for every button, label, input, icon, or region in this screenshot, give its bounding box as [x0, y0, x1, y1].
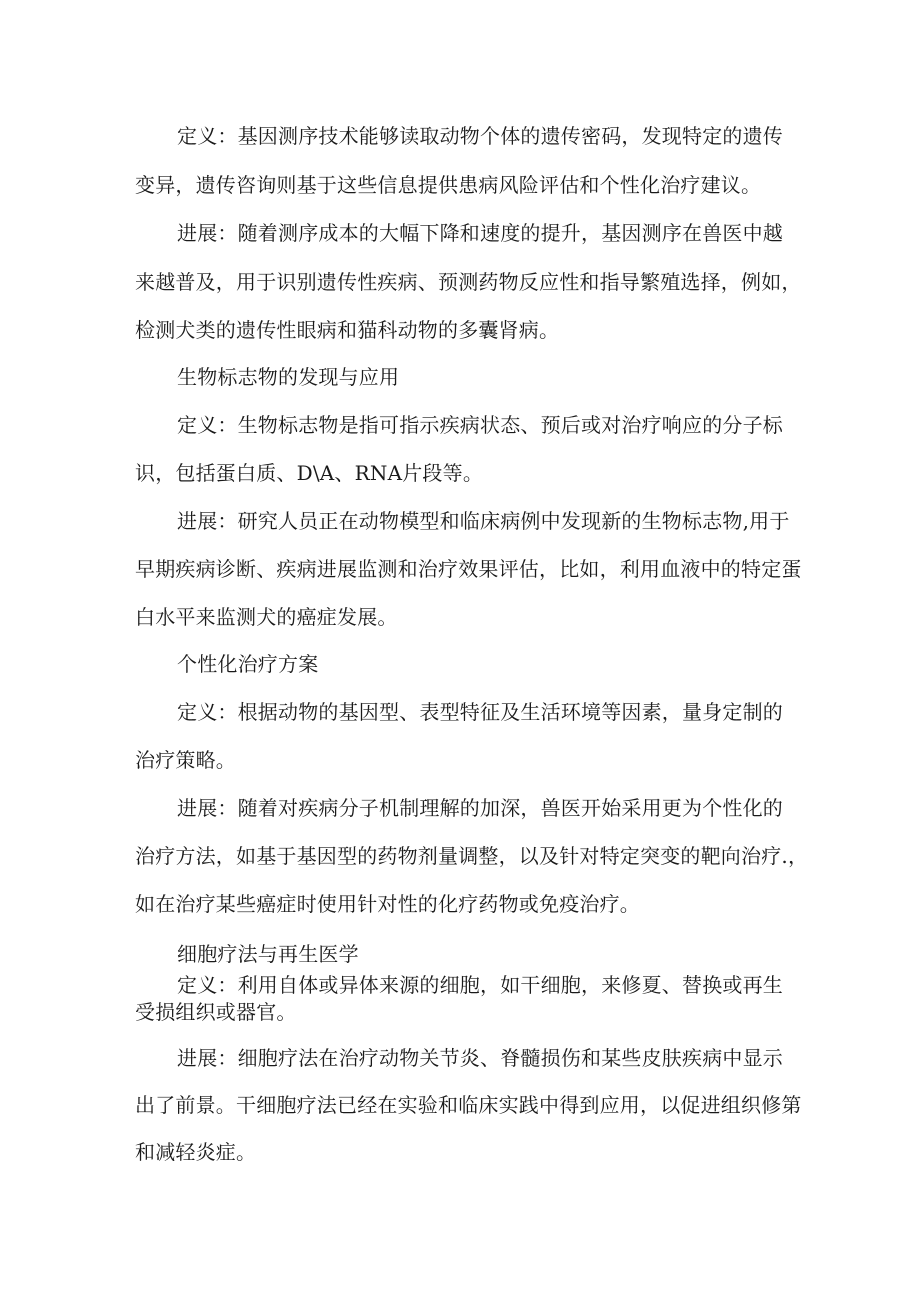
paragraph-line: 定义：基因测序技术能够读取动物个体的遗传密码，发现特定的遗传 [177, 124, 783, 148]
paragraph-line: 识，包括蛋白质、D\A、RNA片段等。 [135, 461, 484, 485]
paragraph-line: 白水平来监测犬的癌症发展。 [135, 605, 398, 629]
paragraph-line: 来越普及，用于识别遗传性疾病、预测药物反应性和指导繁殖选择，例如， [135, 270, 802, 294]
paragraph-line: 进展：随着对疾病分子机制理解的加深，兽医开始采用更为个性化的 [177, 796, 783, 820]
paragraph-line: 出了前景。干细胞疗法已经在实验和临床实践中得到应用，以促进组织修第 [135, 1093, 802, 1117]
paragraph-line: 和减轻炎症。 [135, 1140, 257, 1164]
paragraph-line: 如在治疗某些癌症时使用针对性的化疗药物或免疫治疗。 [135, 892, 640, 916]
paragraph-line: 进展：研究人员正在动物模型和临床病例中发现新的生物标志物,用于 [177, 509, 790, 533]
paragraph-line: 检测犬类的遗传性眼病和猫科动物的多囊肾病。 [135, 318, 560, 342]
paragraph-line: 早期疾病诊断、疾病进展监测和治疗效果评估，比如，利用血液中的特定蛋 [135, 557, 802, 581]
paragraph-line: 受损组织或器官。 [135, 1000, 297, 1024]
paragraph-line: 进展：细胞疗法在治疗动物关节炎、脊髓损伤和某些皮肤疾病中显示 [177, 1046, 783, 1070]
paragraph-line: 定义：根据动物的基因型、表型特征及生活环境等因素，量身定制的 [177, 700, 783, 724]
paragraph-line: 治疗方法，如基于基因型的药物剂量调整，以及针对特定突变的靶向治疗.， [135, 844, 809, 868]
paragraph-line: 定义：生物标志物是指可指示疾病状态、预后或对治疗响应的分子标 [177, 413, 783, 437]
section-heading: 生物标志物的发现与应用 [177, 365, 400, 389]
section-heading: 细胞疗法与再生医学 [177, 942, 359, 966]
section-heading: 个性化治疗方案 [177, 652, 319, 676]
paragraph-line: 定义：利用自体或异体来源的细胞，如干细胞，来修夏、替换或再生 [177, 973, 783, 997]
paragraph-line: 治疗策略。 [135, 748, 236, 772]
paragraph-line: 变异，遗传咨询则基于这些信息提供患病风险评估和个性化治疗建议。 [135, 173, 762, 197]
paragraph-line: 进展：随着测序成本的大幅下降和速度的提升，基因测序在兽医中越 [177, 221, 783, 245]
